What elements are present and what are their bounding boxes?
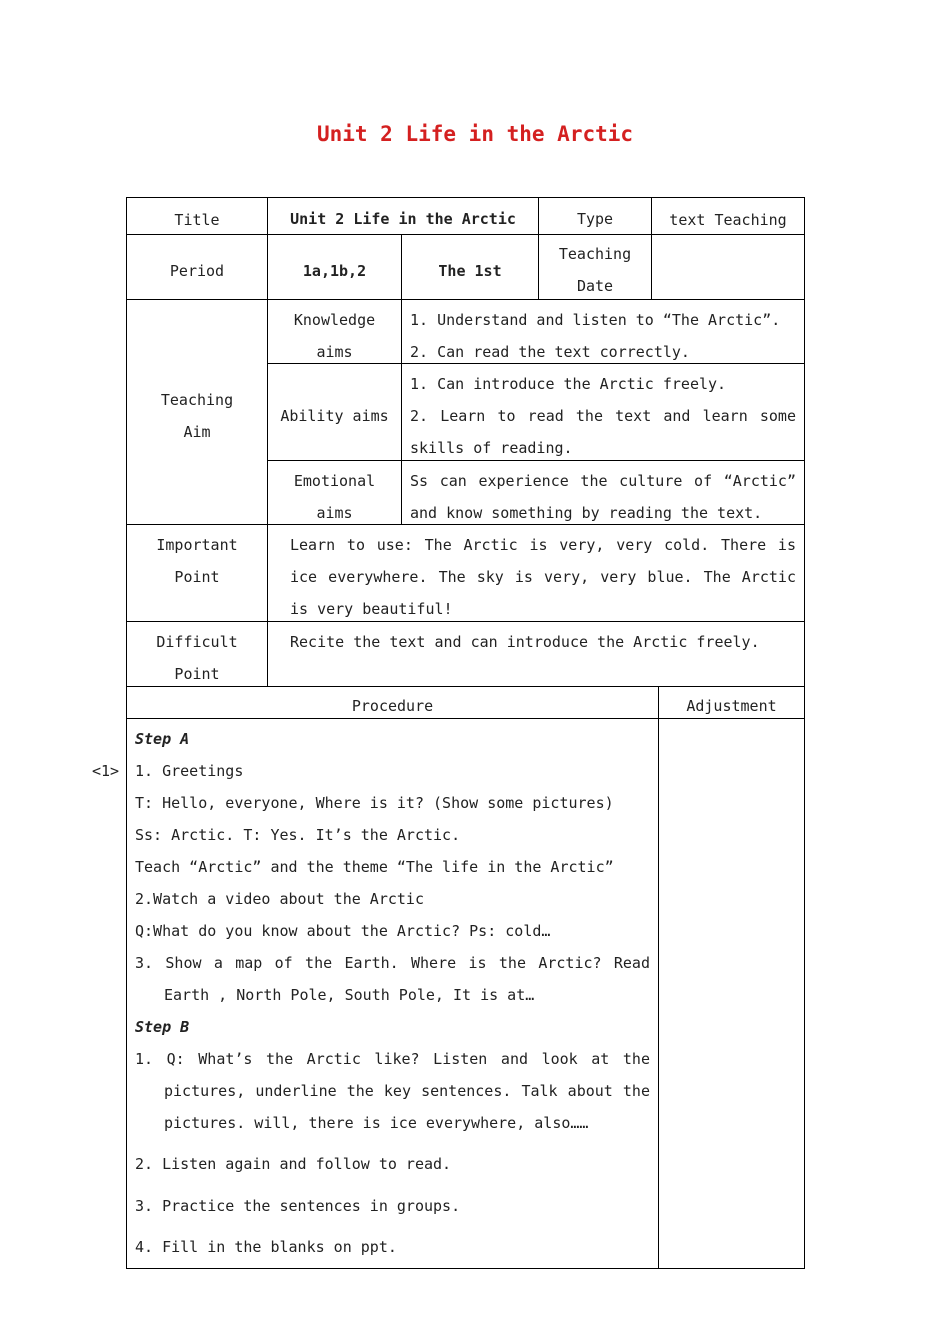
teaching-date-label: [539, 238, 651, 302]
procedure-line: Ss: Arctic. T: Yes. It’s the Arctic.: [135, 826, 461, 844]
margin-marker: <1>: [92, 762, 120, 780]
important-point-label-line: Important: [156, 536, 238, 554]
knowledge-aims-content: [410, 304, 800, 368]
procedure-line: 3. Show a map of the Earth. Where is the Arctic? Read Earth , North Pole, South Pole, It is at…: [135, 954, 650, 1004]
document-title: Unit 2 Life in the Arctic: [316, 122, 634, 146]
knowledge-aims-label-line: aims: [316, 343, 353, 361]
row-divider: [126, 299, 805, 300]
step-heading: Step B: [135, 1018, 190, 1036]
procedure-line: Teach “Arctic” and the theme “The life in the Arctic”: [135, 858, 614, 876]
procedure-line: Q:What do you know about the Arctic? Ps: cold…: [135, 922, 551, 940]
procedure-line: 1. Greetings: [135, 762, 244, 780]
procedure-line: 2. Listen again and follow to read.: [135, 1155, 452, 1173]
adjustment-header: Adjustment: [686, 697, 777, 715]
teaching-date-label-line: Date: [576, 277, 614, 295]
teaching-date-label-line: Teaching: [558, 245, 632, 263]
difficult-point-label: [127, 626, 267, 690]
type-label: Type: [576, 210, 614, 228]
teaching-aim-label-line: Aim: [183, 423, 211, 441]
important-point-label-line: Point: [174, 568, 220, 586]
ability-aim-item: 1. Can introduce the Arctic freely.: [410, 375, 727, 393]
procedure-line: 2.Watch a video about the Arctic: [135, 890, 424, 908]
emotional-aims-label-line: Emotional: [293, 472, 376, 490]
procedure-line: 3. Practice the sentences in groups.: [135, 1197, 461, 1215]
procedure-content: [135, 723, 650, 1263]
teaching-aim-label: [127, 384, 267, 448]
table-border-bottom: [126, 1268, 805, 1269]
table-border-right: [804, 197, 805, 1269]
title-value: Unit 2 Life in the Arctic: [290, 210, 516, 228]
type-value: text Teaching: [669, 211, 787, 229]
ability-aims-label: Ability aims: [280, 407, 389, 425]
table-border-top: [126, 197, 805, 198]
ability-aim-item: 2. Learn to read the text and learn some skills of reading.: [410, 407, 796, 457]
procedure-line: 4. Fill in the blanks on ppt.: [135, 1238, 397, 1256]
difficult-point-label-line: Point: [174, 665, 220, 683]
title-label: Title: [174, 211, 220, 229]
procedure-line: T: Hello, everyone, Where is it? (Show some pictures): [135, 794, 614, 812]
procedure-line: 1. Q: What’s the Arctic like? Listen and look at the pictures, underline the key sentences. Talk about the pictures. will, there is ice everywhere, also……: [135, 1050, 650, 1132]
difficult-point-content: Recite the text and can introduce the Arctic freely.: [290, 633, 760, 651]
important-point-label: [127, 529, 267, 593]
period-value: 1a,1b,2: [302, 262, 367, 280]
emotional-aims-label: [268, 465, 401, 529]
teaching-aim-label-line: Teaching: [160, 391, 234, 409]
column-divider: [658, 686, 659, 1268]
emotional-aims-content: Ss can experience the culture of “Arctic” and know something by reading the text.: [410, 472, 796, 522]
period-label: Period: [169, 262, 225, 280]
table-border-left: [126, 197, 127, 1269]
important-point-content: Learn to use: The Arctic is very, very cold. There is ice everywhere. The sky is very, very blue. The Arctic is very beautiful!: [290, 536, 796, 618]
step-heading: Step A: [135, 730, 190, 748]
procedure-header: Procedure: [351, 697, 434, 715]
knowledge-aims-label-line: Knowledge: [293, 311, 376, 329]
knowledge-aim-item: 2. Can read the text correctly.: [410, 343, 690, 361]
knowledge-aims-label: [268, 304, 401, 368]
difficult-point-label-line: Difficult: [156, 633, 238, 651]
ability-aims-content: [410, 368, 796, 464]
knowledge-aim-item: 1. Understand and listen to “The Arctic”.: [410, 311, 781, 329]
emotional-aims-label-line: aims: [316, 504, 353, 522]
period-session: The 1st: [438, 262, 502, 280]
